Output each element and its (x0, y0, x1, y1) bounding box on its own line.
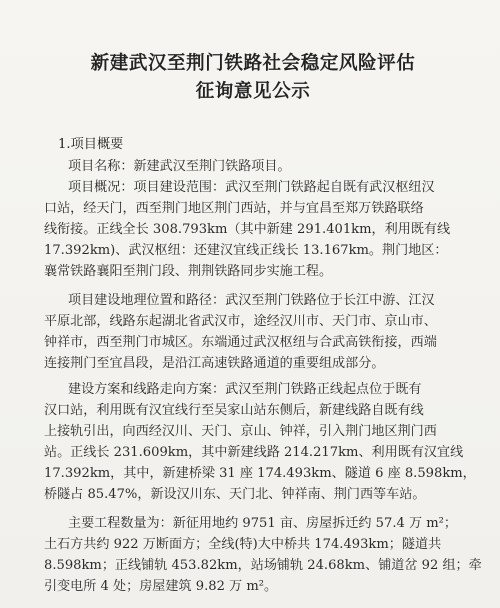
title-line-1: 新建武汉至荆门铁路社会稳定风险评估 (90, 53, 416, 74)
text-line: 口站，经天门，西至荆门地区荆门西站，并与宜昌至郑万铁路联络 (44, 201, 424, 216)
text-line: 桥隧占 85.47%，新设汉川东、天门北、钟祥南、荆门西等车站。 (44, 487, 426, 502)
text-line: 项目建设地理位置和路径：武汉至荆门铁路位于长江中游、江汉 (68, 293, 435, 308)
paragraph-project-overview (44, 177, 462, 282)
text-line: 汉口站，利用既有汉宜线行至吴家山站东侧后，新建线路自既有线 (44, 403, 424, 418)
title-line-2: 征询意见公示 (195, 81, 311, 102)
text-line: 建设方案和线路走向方案：武汉至荆门铁路正线起点位于既有 (68, 382, 422, 397)
paragraph-project-name (44, 156, 462, 177)
text-line: 钟祥市，西至荆门市城区。东端通过武汉枢纽与合武高铁衔接，西端 (44, 335, 437, 350)
text-line: 平原北部，线路东起湖北省武汉市，途经汉川市、天门市、京山市、 (44, 314, 437, 329)
paragraph-main-quantities (44, 513, 482, 597)
section-heading-project-overview: 1.项目概要 (58, 137, 124, 152)
text-line: 8.598km；正线铺轨 453.82km，站场铺轨 24.68km、铺道岔 92 组；牵 (44, 558, 482, 573)
text-line: 17.392km)、武汉枢纽：还建汉宜线正线长 13.167km。荆门地区： (44, 243, 448, 258)
text-line: 上接轨引出，向西经汉川、天门、京山、钟祥，引入荆门地区荆门西 (44, 424, 437, 439)
text-line: 主要工程数量为：新征用地约 9751 亩、房屋拆迁约 57.4 万 m²； (68, 516, 458, 531)
document-title (44, 0, 462, 106)
text-line: 引变电所 4 处；房屋建筑 9.82 万 m²。 (44, 579, 278, 594)
text-line: 站。正线长 231.609km，其中新建线路 214.217km、利用既有汉宜线 (44, 445, 464, 460)
paragraph-location-and-route-path (44, 290, 462, 374)
text-line: 襄常铁路襄阳至荆门段、荆荆铁路同步实施工程。 (44, 264, 333, 279)
text-line: 连接荆门至宜昌段，是沿江高速铁路通道的重要组成部分。 (44, 356, 385, 371)
text-line: 土石方共约 922 万断面方；全线(特)大中桥共 174.493km；隧道共 (44, 537, 442, 552)
paragraph-construction-plan (44, 379, 476, 505)
text-line: 线衔接。正线全长 308.793km（其中新建 291.401km，利用既有线 (44, 222, 451, 237)
text-line: 项目概况：项目建设范围：武汉至荆门铁路起自既有武汉枢纽汉 (68, 180, 435, 195)
text-line: 项目名称：新建武汉至荆门铁路项目。 (68, 159, 291, 174)
text-line: 17.392km，其中，新建桥梁 31 座 174.493km、隧道 6 座 8.598km， (44, 466, 476, 481)
